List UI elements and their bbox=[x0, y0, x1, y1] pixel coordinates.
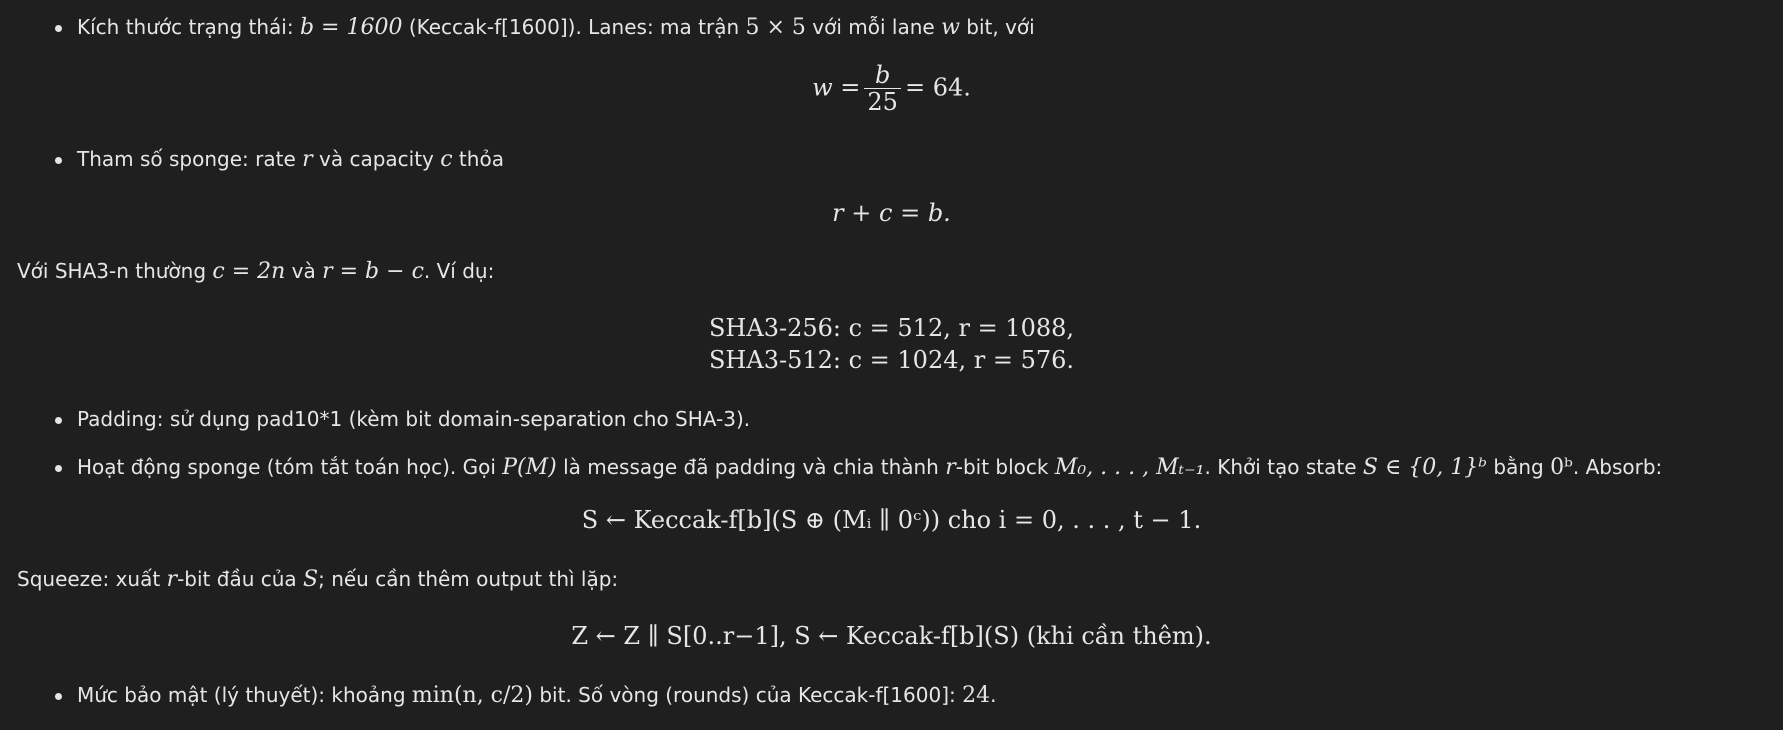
list-item-padding: Padding: sử dụng pad10*1 (kèm bit domain-separation cho SHA-3). bbox=[77, 407, 751, 431]
frac-denominator: 25 bbox=[867, 88, 898, 117]
math-5x5: 5 × 5 bbox=[745, 15, 806, 40]
paragraph-squeeze-note bbox=[17, 566, 618, 595]
sponge-op-mid1: là message đã padding và chia thành bbox=[556, 455, 946, 479]
equation-sha3-256: SHA3-256: c = 512, r = 1088, bbox=[708, 314, 1075, 342]
sponge-params-prefix: Tham số sponge: rate bbox=[77, 147, 303, 171]
math-min-n-c2: min(n, c/2) bbox=[411, 683, 533, 708]
sponge-op-mid3: . Khởi tạo state bbox=[1204, 455, 1363, 479]
sponge-op-mid4: bằng bbox=[1487, 455, 1551, 479]
equation-w bbox=[0, 62, 1783, 116]
sponge-params-suffix: thỏa bbox=[452, 147, 504, 171]
math-M-blocks: M₀, . . . , Mₜ₋₁ bbox=[1054, 455, 1205, 480]
math-c-2n: c = 2n bbox=[212, 259, 286, 284]
state-size-prefix: Kích thước trạng thái: bbox=[77, 15, 300, 39]
sha3-note-suffix: . Ví dụ: bbox=[423, 259, 495, 283]
equation-absorb: S ← Keccak-f[b](S ⊕ (Mᵢ ∥ 0ᶜ)) cho i = 0, . . . , t − 1. bbox=[581, 506, 1202, 534]
math-b-1600: b = 1600 bbox=[299, 15, 403, 40]
math-r-b-minus-c: r = b − c bbox=[322, 259, 424, 284]
equation-squeeze: Z ← Z ∥ S[0..r−1], S ← Keccak-f[b](S) (khi cần thêm). bbox=[571, 622, 1212, 650]
squeeze-note-prefix: Squeeze: xuất bbox=[17, 567, 167, 591]
fraction-b-over-25 bbox=[864, 62, 901, 116]
math-r: r bbox=[302, 147, 313, 172]
squeeze-note-suffix: ; nếu cần thêm output thì lặp: bbox=[318, 567, 619, 591]
sponge-op-suffix: . Absorb: bbox=[1572, 455, 1663, 479]
sponge-params-mid1: và capacity bbox=[312, 147, 441, 171]
math-zero-b: 0ᵇ bbox=[1550, 455, 1573, 480]
math-S-squeeze: S bbox=[303, 567, 319, 592]
sha3-note-mid1: và bbox=[285, 259, 323, 283]
sha3-note-prefix: Với SHA3-n thường bbox=[17, 259, 213, 283]
paragraph-sha3-note bbox=[17, 258, 494, 287]
math-r-bit: r bbox=[945, 455, 956, 480]
eq-w-lhs: w = bbox=[812, 73, 861, 102]
equation-r-plus-c: r + c = b. bbox=[832, 199, 951, 227]
math-r-squeeze: r bbox=[166, 567, 178, 592]
state-size-mid1: (Keccak-f[1600]). Lanes: ma trận bbox=[402, 15, 746, 39]
sponge-op-prefix: Hoạt động sponge (tóm tắt toán học). Gọi bbox=[77, 455, 503, 479]
math-w: w bbox=[941, 15, 960, 40]
squeeze-note-mid1: -bit đầu của bbox=[177, 567, 304, 591]
list-item-state-size bbox=[77, 14, 1035, 43]
eq-w-rhs: = 64. bbox=[904, 73, 971, 102]
frac-numerator: b bbox=[864, 62, 901, 89]
security-mid1: bit. Số vòng (rounds) của Keccak-f[1600]: bbox=[533, 683, 963, 707]
math-P-of-M: P(M) bbox=[502, 455, 557, 480]
list-item-sponge-params bbox=[77, 146, 504, 175]
list-item-sponge-op bbox=[77, 454, 1662, 483]
equation-sha3-512: SHA3-512: c = 1024, r = 576. bbox=[708, 346, 1075, 374]
state-size-mid2: với mỗi lane bbox=[805, 15, 942, 39]
state-size-suffix: bit, với bbox=[959, 15, 1035, 39]
list-item-security bbox=[77, 682, 996, 711]
math-24: 24 bbox=[962, 683, 991, 708]
math-c: c bbox=[440, 147, 453, 172]
security-prefix: Mức bảo mật (lý thuyết): khoảng bbox=[77, 683, 412, 707]
math-S-in-set: S ∈ {0, 1}ᵇ bbox=[1362, 455, 1488, 480]
sponge-op-mid2: -bit block bbox=[955, 455, 1055, 479]
security-suffix: . bbox=[990, 683, 997, 707]
